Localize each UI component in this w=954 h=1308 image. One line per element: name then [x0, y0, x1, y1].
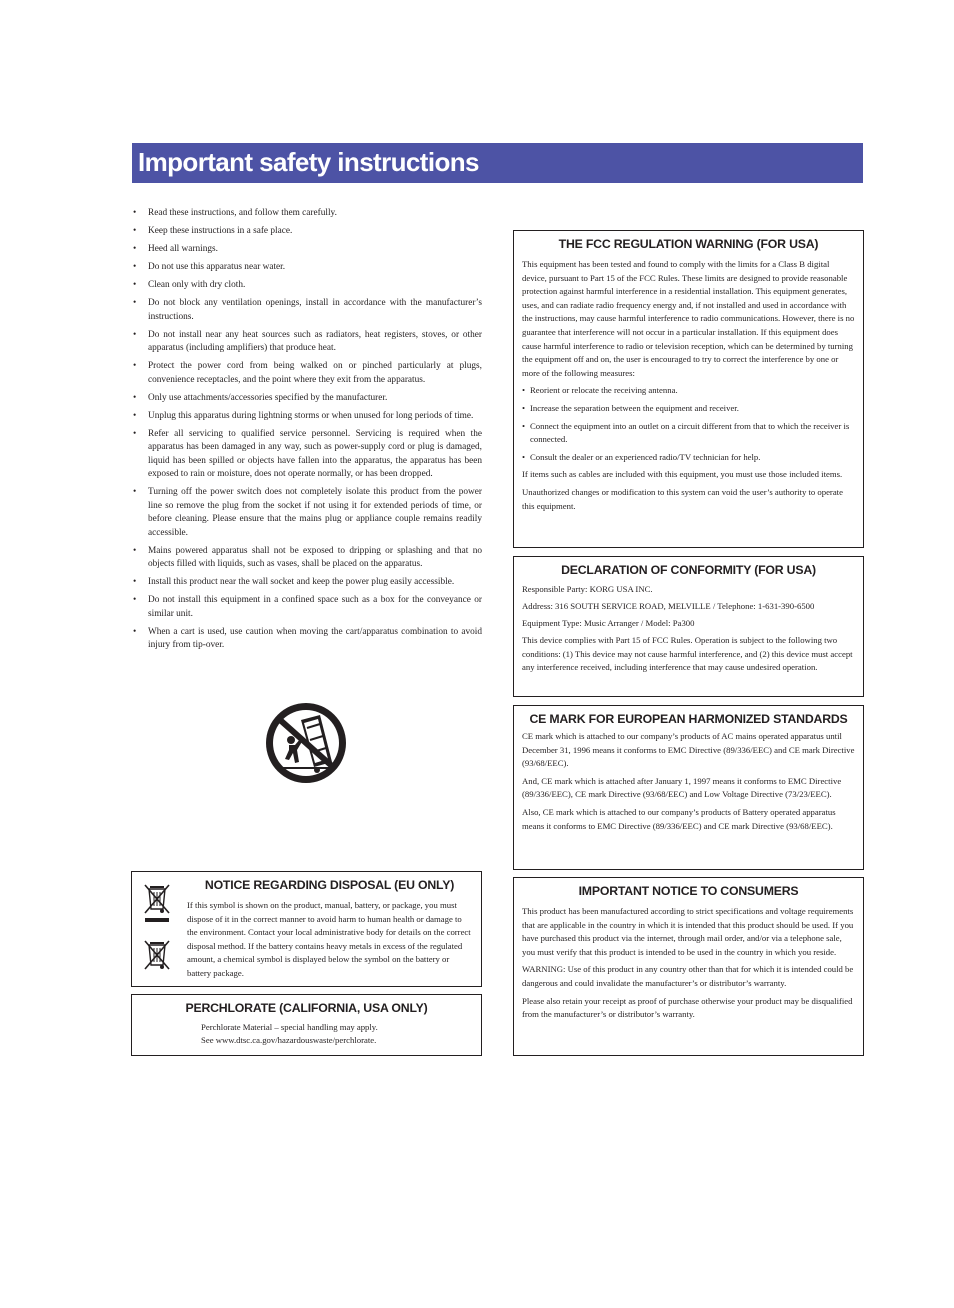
consumer-paragraph: Please also retain your receipt as proof of purchase otherwise your product may be disqualified from the manufacturer’s or distributor’s warranty.	[522, 995, 853, 1020]
safety-item: • Heed all warnings.	[132, 243, 482, 257]
safety-item: • Refer all servicing to qualified service personnel. Servicing is required when the apparatus has been damaged in any way, such as power-supply cord or plug is damaged, liquid has been spilled or objects have fallen into the apparatus, the apparatus has been exposed to rain or moisture, does not operate normally, or has been dropped.	[132, 428, 482, 482]
consumer-notice-box	[513, 877, 864, 1056]
fcc-heading: THE FCC REGULATION WARNING (FOR USA)	[558, 237, 819, 251]
bin-icons	[142, 882, 172, 979]
perchlorate-link-text: See www.dtsc.ca.gov/hazardouswaste/perchlorate.	[201, 1035, 377, 1045]
fcc-measure: • Consult the dealer or an experienced radio/TV technician for help.	[522, 451, 855, 465]
fcc-measure: • Connect the equipment into an outlet on a circuit different from that to which the receiver is connected.	[522, 420, 855, 447]
declaration-heading: DECLARATION OF CONFORMITY (FOR USA)	[561, 563, 816, 577]
equipment-type: Equipment Type: Music Arranger / Model: Pa300	[522, 618, 695, 629]
safety-item: • Clean only with dry cloth.	[132, 279, 482, 293]
safety-item: • Turning off the power switch does not completely isolate this product from the power line so remove the plug from the socket if not using it for extended periods of time, or before cleaning. Please ensure that the mains plug or appliance couple remains readily accessible.	[132, 486, 482, 540]
safety-item: • Keep these instructions in a safe place.	[132, 225, 482, 239]
fcc-unauthorized: Unauthorized changes or modification to this system can void the user’s authority to operate this equipment.	[522, 486, 843, 511]
safety-item: • Do not install this equipment in a confined space such as a box for the conveyance or similar unit.	[132, 594, 482, 621]
fcc-warning-box	[513, 230, 864, 548]
ce-paragraph: Also, CE mark which is attached to our company’s products of Battery operated apparatus means it conforms to EMC Directive (89/336/EEC) and CE mark Directive (93/68/EEC).	[522, 806, 836, 831]
safety-instructions-column	[132, 207, 482, 657]
safety-item: • Protect the power cord from being walked on or pinched particularly at plugs, convenience receptacles, and the point where they exit from the apparatus.	[132, 360, 482, 387]
fcc-measure: • Increase the separation between the equipment and receiver.	[522, 402, 855, 416]
safety-item: • Do not block any ventilation openings, install in accordance with the manufacturer’s instructions.	[132, 297, 482, 324]
safety-item: • Do not install near any heat sources such as radiators, heat registers, stoves, or other apparatus (including amplifiers) that produce heat.	[132, 329, 482, 356]
disposal-text: If this symbol is shown on the product, manual, battery, or package, you must dispose of it in the correct manner to avoid harm to human health or damage to the environment. Contact your local administrative body for details on the correct disposal method. If the battery contains heavy metals in excess of the regulated amount, a chemical symbol is displayed below the symbol on the battery or battery package.	[187, 900, 471, 978]
safety-item: • Unplug this apparatus during lightning storms or when unused for long periods of time.	[132, 410, 482, 424]
ce-paragraph: CE mark which is attached to our company’s products of AC mains operated apparatus until December 31, 1996 means it conforms to EMC Directive (89/336/EEC) and CE mark Directive (93/68/EEC).	[522, 731, 855, 769]
safety-item: • When a cart is used, use caution when moving the cart/apparatus combination to avoid injury from tip-over.	[132, 626, 482, 653]
ce-paragraph: And, CE mark which is attached after January 1, 1997 means it conforms to EMC Directive (89/336/EEC), CE mark Directive (93/68/EEC) and Low Voltage Directive (73/23/EEC).	[522, 775, 842, 800]
ce-heading: CE MARK FOR EUROPEAN HARMONIZED STANDARDS	[529, 712, 848, 726]
safety-item: • Read these instructions, and follow them carefully.	[132, 207, 482, 221]
disposal-notice-box	[131, 871, 482, 987]
fcc-cables: If items such as cables are included with this equipment, you must use those included items.	[522, 469, 843, 480]
safety-item: • Do not use this apparatus near water.	[132, 261, 482, 275]
perchlorate-box	[131, 994, 482, 1056]
title-bar	[132, 143, 863, 183]
fcc-intro: This equipment has been tested and found to comply with the limits for a Class B digital device, pursuant to Part 15 of the FCC Rules. These limits are designed to provide reasonable protection against harmful interference in a residential installation. This equipment generates, uses, and can radiate radio frequency energy and, if not installed and used in accordance with the instructions, may cause harmful interference to radio communications. However, there is no guarantee that interference will not occur in a particular installation. If this equipment does cause harmful interference to radio or television reception, which can be determined by turning the equipment off and on, the user is encouraged to try to correct the interference by one or more of the following measures:	[522, 259, 855, 378]
safety-instructions-list	[132, 207, 482, 653]
declaration-of-conformity-box	[513, 556, 864, 697]
cart-tip-over-warning-icon	[265, 702, 347, 784]
compliance-statement: This device complies with Part 15 of FCC Rules. Operation is subject to the following two conditions: (1) This device may not cause harmful interference, and (2) this device must accept any interference received, including interference that may cause undesired operation.	[522, 635, 853, 673]
perchlorate-line: Perchlorate Material – special handling may apply.	[201, 1022, 378, 1032]
consumer-warning: WARNING: Use of this product in any country other than that for which it is intended could be dangerous and could invalidate the manufacturer’s or distributor’s warranty.	[522, 964, 854, 988]
perchlorate-heading: PERCHLORATE (CALIFORNIA, USA ONLY)	[185, 1001, 428, 1015]
safety-item: • Install this product near the wall socket and keep the power plug easily accessible.	[132, 576, 482, 590]
consumer-paragraph: This product has been manufactured according to strict specifications and voltage requirements that are applicable in the country in which it is intended that this product should be used. If you have purchased this product via the internet, through mail order, and/or via a telephone sale, you must verify that this product is intended to be used in the country in which you reside.	[522, 906, 854, 957]
fcc-measures-list	[522, 384, 855, 464]
consumer-heading: IMPORTANT NOTICE TO CONSUMERS	[578, 884, 799, 898]
safety-item: • Mains powered apparatus shall not be exposed to dripping or splashing and that no objects filled with liquids, such as vases, shall be placed on the apparatus.	[132, 545, 482, 572]
crossed-out-wheeled-bin-icon	[142, 882, 172, 974]
fcc-measure: • Reorient or relocate the receiving antenna.	[522, 384, 855, 398]
responsible-party: Responsible Party: KORG USA INC.	[522, 584, 653, 594]
page-title: Important safety instructions	[138, 147, 479, 177]
safety-item: • Only use attachments/accessories specified by the manufacturer.	[132, 392, 482, 406]
ce-mark-box	[513, 705, 864, 870]
address: Address: 316 SOUTH SERVICE ROAD, MELVILLE / Telephone: 1-631-390-6500	[522, 601, 815, 612]
disposal-heading: NOTICE REGARDING DISPOSAL (EU ONLY)	[204, 878, 455, 892]
